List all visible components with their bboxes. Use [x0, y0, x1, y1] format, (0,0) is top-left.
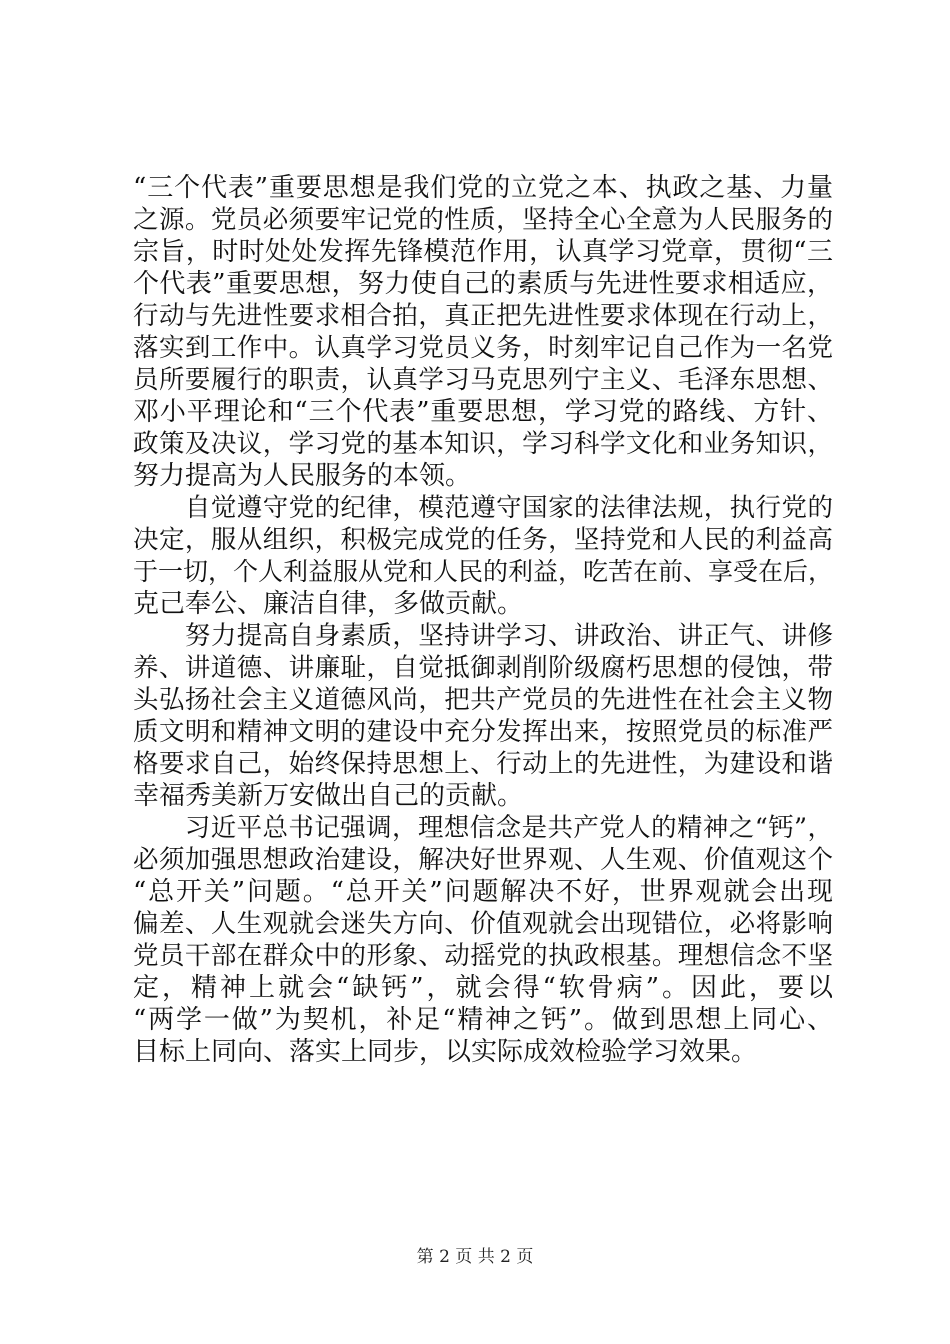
text-line: 自觉遵守党的纪律，模范遵守国家的法律法规，执行党的 — [133, 493, 833, 523]
text-line: 质文明和精神文明的建设中充分发挥出来，按照党员的标准严 — [133, 717, 833, 747]
text-line: 个代表”重要思想，努力使自己的素质与先进性要求相适应， — [133, 269, 833, 299]
text-line: 幸福秀美新万安做出自己的贡献。 — [133, 781, 524, 811]
paragraph-2 — [133, 492, 833, 620]
text-line: 邓小平理论和“三个代表”重要思想，学习党的路线、方针、 — [133, 397, 833, 427]
text-line: 努力提高自身素质，坚持讲学习、讲政治、讲正气、讲修 — [133, 621, 833, 651]
text-line: 努力提高为人民服务的本领。 — [133, 461, 472, 491]
text-line: “两学一做”为契机，补足“精神之钙”。做到思想上同心、 — [133, 1005, 833, 1035]
text-line: 于一切，个人利益服从党和人民的利益，吃苦在前、享受在后， — [133, 557, 834, 586]
text-line: 必须加强思想政治建设，解决好世界观、人生观、价值观这个 — [133, 845, 833, 875]
text-line: 克己奉公、廉洁自律，多做贡献。 — [133, 589, 524, 619]
paragraph-1 — [133, 172, 833, 492]
text-line: “三个代表”重要思想是我们党的立党之本、执政之基、力量 — [133, 173, 833, 203]
text-line: 格要求自己，始终保持思想上、行动上的先进性，为建设和谐 — [133, 749, 833, 779]
text-line: 偏差、人生观就会迷失方向、价值观就会出现错位，必将影响 — [133, 909, 833, 939]
text-line: 决定，服从组织，积极完成党的任务，坚持党和人民的利益高 — [133, 525, 833, 555]
text-line: 目标上同向、落实上同步，以实际成效检验学习效果。 — [133, 1037, 758, 1067]
text-line: 政策及决议，学习党的基本知识，学习科学文化和业务知识， — [133, 429, 833, 459]
text-line: 党员干部在群众中的形象、动摇党的执政根基。理想信念不坚 — [133, 941, 833, 971]
text-line: 员所要履行的职责，认真学习马克思列宁主义、毛泽东思想、 — [133, 365, 833, 395]
text-line: 行动与先进性要求相合拍，真正把先进性要求体现在行动上， — [133, 301, 833, 331]
text-line: 头弘扬社会主义道德风尚，把共产党员的先进性在社会主义物 — [133, 685, 833, 715]
text-line: 定，精神上就会“缺钙”，就会得“软骨病”。因此，要以 — [133, 973, 833, 1003]
text-line: 养、讲道德、讲廉耻，自觉抵御剥削阶级腐朽思想的侵蚀，带 — [133, 653, 833, 683]
text-line: 宗旨，时时处处发挥先锋模范作用，认真学习党章，贯彻“三 — [133, 237, 833, 267]
text-line: 之源。党员必须要牢记党的性质，坚持全心全意为人民服务的 — [133, 205, 833, 235]
text-line: 习近平总书记强调，理想信念是共产党人的精神之“钙”， — [133, 813, 833, 843]
text-line: “总开关”问题。“总开关”问题解决不好，世界观就会出现 — [133, 877, 833, 907]
text-line: 落实到工作中。认真学习党员义务，时刻牢记自己作为一名党 — [133, 333, 833, 363]
paragraph-4 — [133, 812, 833, 1068]
document-body — [133, 172, 833, 1068]
paragraph-3 — [133, 620, 833, 812]
page-number-footer: 第 2 页 共 2 页 — [416, 1247, 534, 1267]
